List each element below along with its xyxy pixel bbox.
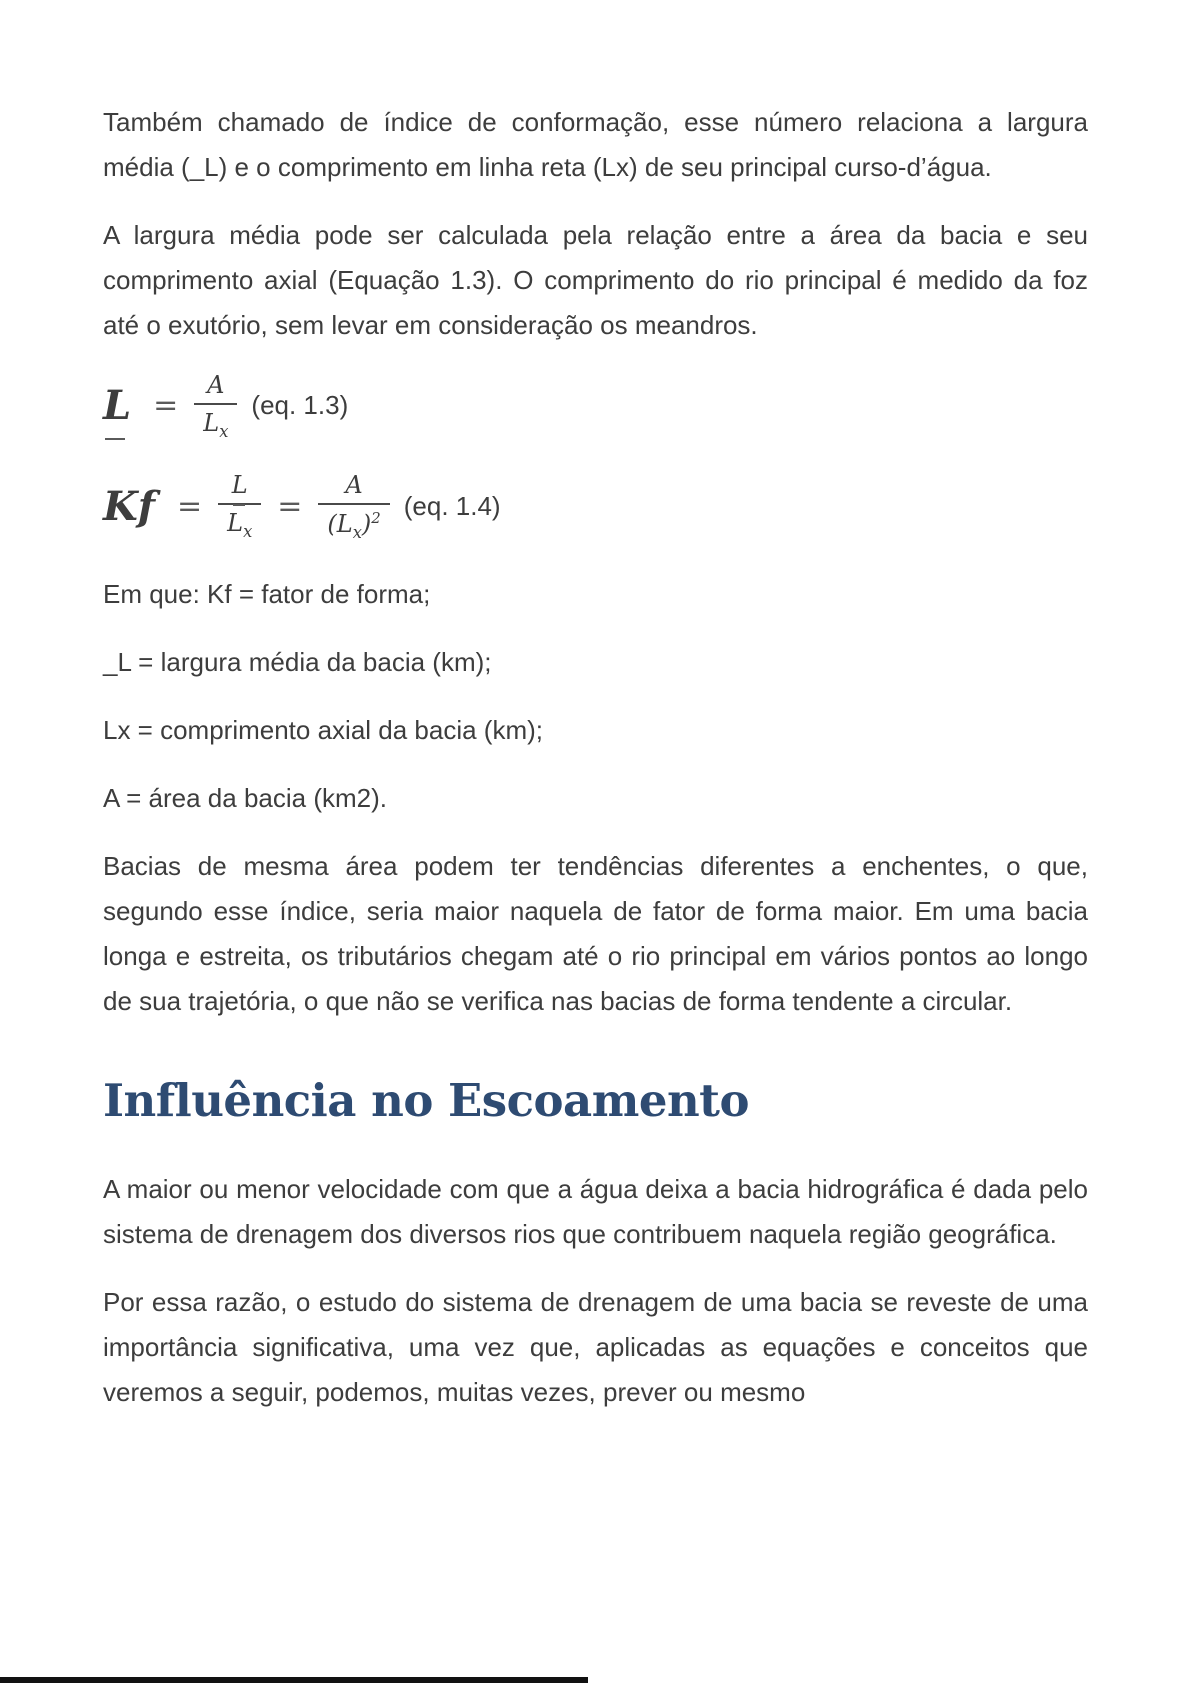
equation-1-4-fraction-1-numerator: L — [231, 471, 248, 500]
definition-lx: Lx = comprimento axial da bacia (km); — [103, 714, 544, 745]
equation-1-3-label: (eq. 1.3) — [251, 390, 349, 421]
equation-1-4-fraction-1-denominator: $L_x$ — [218, 503, 261, 541]
equation-1-4-fraction-2-denominator: $(L_x)^2$ — [318, 503, 389, 542]
paragraph-basin-shape-tendency: Bacias de mesma área podem ter tendências diferentes a enchentes, o que, segundo esse índice, seria maior naquela de fator de forma maior. Em uma bacia longa e estreita, os tributários chegam até o rio principal em vários pontos ao longo de sua trajetória, o que não se verifica nas bacias de forma tendente a circular. — [103, 850, 1088, 1016]
equation-1-4-fraction-2-numerator: A — [345, 470, 363, 499]
definition-kf: Em que: Kf = fator de forma; — [103, 578, 431, 609]
equation-1-3-denominator: $L_x$ — [194, 403, 237, 441]
equation-1-3-numerator: A — [207, 371, 225, 399]
equation-1-3-lhs: L — [103, 382, 132, 430]
paragraph-conformation-index: Também chamado de índice de conformação, esse número relaciona a largura média (_L) e o comprimento em linha reta (Lx) de seu principal curso-d’água. — [103, 107, 1088, 182]
equation-1-4-label: (eq. 1.4) — [403, 490, 501, 521]
equation-1-3-fraction — [194, 371, 237, 441]
equals-sign: = — [176, 488, 203, 524]
paragraph-average-width: A largura média pode ser calculada pela relação entre a área da bacia e seu comprimento axial (Equação 1.3). O comprimento do rio principal é medido da foz até o exutório, sem levar em consideração os meandros. — [103, 220, 1088, 340]
page-bottom-rule — [0, 1677, 588, 1683]
definition-l-bar: _L = largura média da bacia (km); — [103, 646, 492, 677]
definition-area: A = área da bacia (km2). — [103, 782, 387, 813]
equation-1-3 — [103, 371, 1088, 441]
section-heading-influencia-no-escoamento: Influência no Escoamento — [103, 1073, 749, 1127]
equals-sign: = — [153, 388, 179, 424]
equation-1-4-fraction-1 — [218, 471, 261, 541]
paragraph-drainage-velocity: A maior ou menor velocidade com que a água deixa a bacia hidrográfica é dada pelo sistema de drenagem dos diversos rios que contribuem naquela região geográfica. — [103, 1173, 1088, 1249]
equation-1-4 — [103, 471, 1088, 542]
paragraph-drainage-study: Por essa razão, o estudo do sistema de drenagem de uma bacia se reveste de uma importância significativa, uma vez que, aplicadas as equações e conceitos que veremos a seguir, podemos, muitas vezes, prever ou mesmo — [103, 1286, 1088, 1407]
equation-1-4-lhs: Kf — [103, 482, 155, 530]
equation-1-4-fraction-2 — [318, 471, 389, 542]
equals-sign: = — [277, 488, 303, 524]
